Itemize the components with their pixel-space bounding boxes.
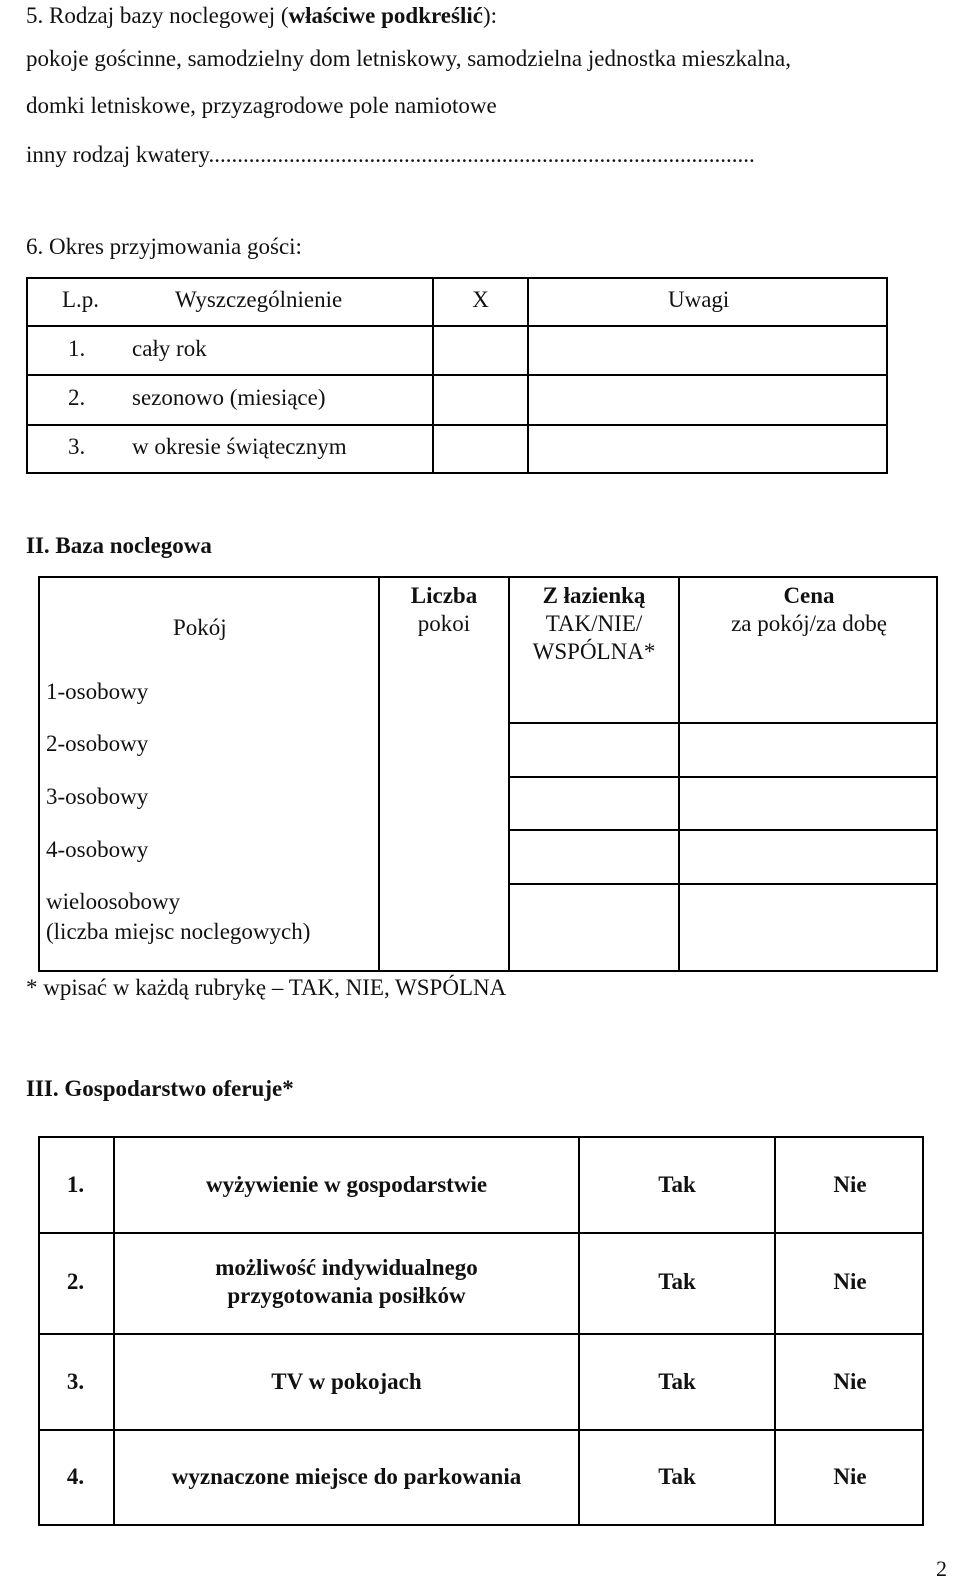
notes-cell-holiday[interactable] [529,426,886,472]
header-room-count-line-1: Liczba [410,583,478,608]
room-type-label: 4-osobowy [46,837,149,862]
header-bathroom-line-2: TAK/NIE/ [545,611,643,636]
x-cell-year-round[interactable] [434,327,527,374]
price-cell[interactable] [680,724,936,776]
section-5-title-suffix: ): [482,3,497,28]
section-ii-title: II. Baza noclegowa [26,533,212,558]
amenity-yes-option[interactable]: Tak [658,1269,696,1294]
header-notes: Uwagi [668,287,730,312]
table-divider [38,1232,924,1234]
row-label: w okresie świątecznym [132,434,347,459]
bathroom-cell[interactable] [510,724,678,776]
amenity-label-line-2: przygotowania posiłków [227,1283,466,1308]
header-price-line-2: za pokój/za dobę [731,611,887,636]
price-cell[interactable] [680,885,936,970]
lodging-types-line-2: domki letniskowe, przyzagrodowe pole namiotowe [26,93,497,118]
room-type-label: 2-osobowy [46,731,149,756]
header-price [680,582,938,638]
x-cell-seasonal[interactable] [434,376,527,424]
header-lp: L.p. [62,287,100,312]
amenity-label [115,1254,578,1310]
header-bathroom-line-1: Z łazienką [542,583,646,608]
price-cell[interactable] [680,778,936,829]
notes-cell-year-round[interactable] [529,327,886,374]
footnote: * wpisać w każdą rubrykę – TAK, NIE, WSPÓLNA [26,975,507,1000]
section-6-title: 6. Okres przyjmowania gości: [26,234,302,259]
amenity-number: 2. [66,1269,85,1294]
room-type-label: 3-osobowy [46,784,149,809]
amenity-number: 3. [66,1369,85,1394]
bathroom-cell[interactable] [510,831,678,883]
header-room: Pokój [173,615,227,640]
row-number: 2. [68,385,86,410]
amenity-yes-option[interactable]: Tak [658,1172,696,1197]
bathroom-cell[interactable] [510,885,678,970]
amenity-yes-option[interactable]: Tak [658,1369,696,1394]
table-divider [38,1333,924,1335]
amenity-number: 1. [66,1172,85,1197]
amenity-no-option[interactable]: Nie [833,1172,867,1197]
amenity-yes-option[interactable]: Tak [658,1464,696,1489]
section-5-heading [26,2,497,30]
section-5-title: 5. Rodzaj bazy noclegowej ( [26,3,289,28]
room-type-label: wieloosobowy [46,889,181,914]
header-bathroom-line-3: WSPÓLNA* [532,639,656,664]
row-number: 3. [68,434,86,459]
header-room-count-line-2: pokoi [417,611,471,636]
amenity-no-option[interactable]: Nie [833,1369,867,1394]
amenity-no-option[interactable]: Nie [833,1269,867,1294]
amenity-label: TV w pokojach [271,1369,422,1394]
price-cell[interactable] [680,831,936,883]
section-iii-title: III. Gospodarstwo oferuje* [26,1076,294,1101]
bathroom-cell[interactable] [510,778,678,829]
header-price-line-1: Cena [783,583,835,608]
room-count-input-area[interactable] [380,578,508,970]
header-description: Wyszczególnienie [175,287,343,312]
row-label: sezonowo (miesiące) [132,385,326,410]
page-number: 2 [936,1556,947,1581]
amenity-label: wyznaczone miejsce do parkowania [171,1464,522,1489]
row-number: 1. [68,336,86,361]
header-bathroom [510,582,678,666]
room-type-sublabel: (liczba miejsc noclegowych) [46,919,311,944]
notes-cell-seasonal[interactable] [529,376,886,424]
amenity-no-option[interactable]: Nie [833,1464,867,1489]
header-x: X [472,287,489,312]
amenity-label-line-1: możliwość indywidualnego [215,1255,478,1280]
amenity-label: wyżywienie w gospodarstwie [205,1172,488,1197]
x-cell-holiday[interactable] [434,426,527,472]
row-label: cały rok [132,336,207,361]
section-5-instruction: właściwe podkreślić [288,3,483,28]
lodging-types-line-1: pokoje gościnne, samodzielny dom letniskowy, samodzielna jednostka mieszkalna, [26,46,791,71]
table-divider [38,1429,924,1431]
room-type-label: 1-osobowy [46,679,149,704]
amenity-number: 4. [66,1464,85,1489]
other-lodging-type-field[interactable]: inny rodzaj kwatery............................................................................................... [26,142,755,167]
